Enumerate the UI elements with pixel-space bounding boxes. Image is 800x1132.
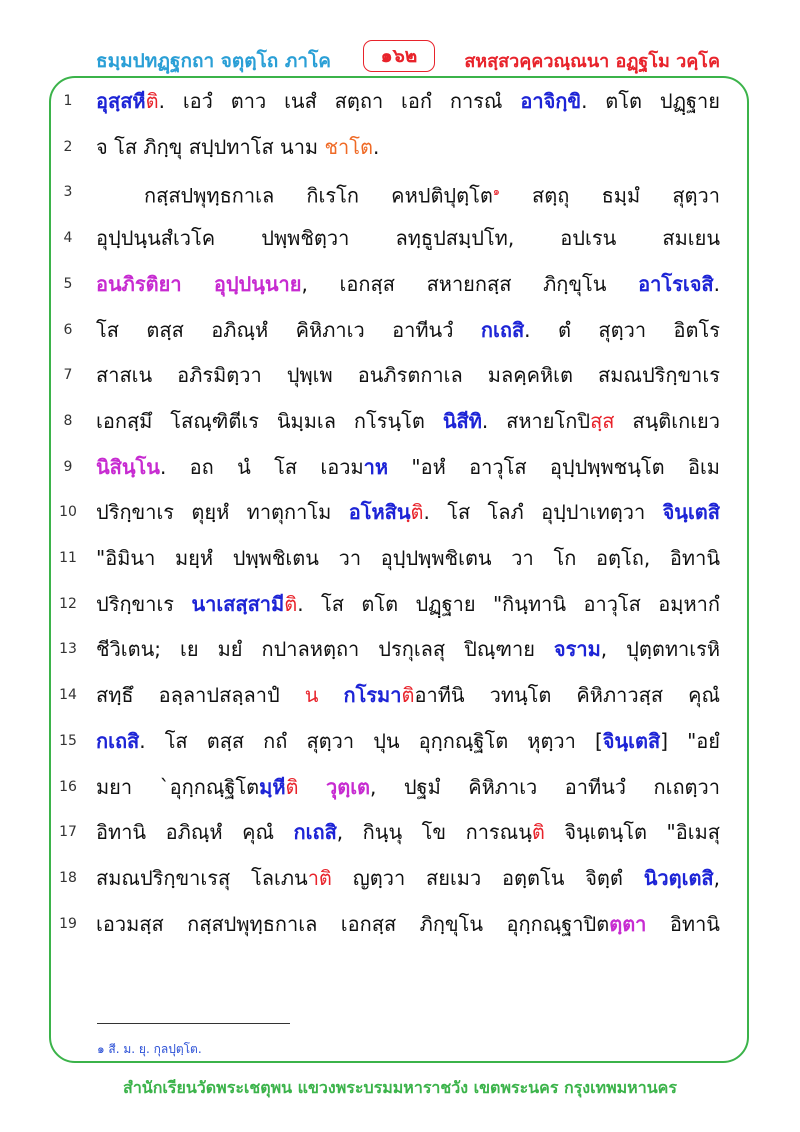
- text-line: [0, 491, 800, 537]
- text-segment: นาเสสฺสามี: [191, 591, 285, 616]
- page-number: ๑๖๒: [363, 40, 435, 72]
- page-header: [0, 40, 800, 80]
- line-number: 7: [63, 367, 73, 384]
- footnote: ๑ สี. ม. ยุ. กุลปุตฺโต.: [97, 1042, 202, 1056]
- line-number: 6: [63, 321, 73, 338]
- line-text: [96, 361, 720, 389]
- page-footer: สำนักเรียนวัดพระเชตุพน แขวงพระบรมมหาราชวัง เขตพระนคร กรุงเทพมหานคร: [123, 1078, 677, 1097]
- text-line: [0, 354, 800, 400]
- text-segment: โส ตสฺส อภิณฺหํ คิหิภาเว อาทีนวํ: [96, 317, 481, 342]
- text-line: [0, 628, 800, 674]
- text-segment: นิสินฺโน: [96, 454, 160, 479]
- text-segment: [299, 775, 326, 799]
- text-line: [0, 171, 800, 217]
- line-number: 18: [59, 869, 77, 886]
- footnote-rule: [97, 1023, 290, 1024]
- text-segment: . โส โลภํ อุปฺปาเทตฺวา: [423, 500, 663, 525]
- text-segment: , ปฐมํ คิหิภาเว อาทีนวํ กเถตฺวา: [370, 774, 720, 799]
- text-segment: น: [304, 683, 319, 708]
- line-text: [96, 910, 720, 938]
- text-segment: ติ: [145, 89, 159, 113]
- text-segment: . เอวํ ตาว เนสํ สตฺถา เอกํ การณํ: [158, 89, 521, 113]
- line-number: 9: [63, 458, 73, 475]
- text-line: [0, 217, 800, 263]
- text-segment: าห: [363, 454, 389, 479]
- text-segment: ตฺตา: [609, 911, 647, 936]
- text-segment: อิทานิ อภิณฺหํ คุณํ: [96, 820, 294, 845]
- text-segment: สนฺติเกเยว: [614, 408, 720, 433]
- line-text: [96, 773, 720, 801]
- text-segment: สมณปริกฺขาเรสุ โลเภน: [96, 865, 308, 890]
- text-segment: ติ: [284, 591, 298, 616]
- text-segment: มยา `อุกฺกณฺฐิโต: [96, 774, 260, 799]
- line-number: 17: [59, 824, 77, 841]
- text-segment: เอกสฺมึ โสณฺฑิตีเร นิมฺมเล กโรนฺโต: [96, 408, 443, 433]
- text-segment: , ปุตฺตทาเรหิ: [600, 637, 720, 662]
- line-number: 11: [59, 550, 77, 566]
- text-segment: กเถสิ: [96, 728, 140, 753]
- text-segment: กเถสิ: [480, 317, 525, 342]
- running-title-left: ธมฺมปทฏฺฐกถา จตุตฺโถ ภาโค: [96, 50, 332, 72]
- text-line: [0, 537, 800, 583]
- text-segment: ติ: [401, 683, 415, 708]
- line-text: [96, 407, 720, 435]
- text-line: [0, 446, 800, 492]
- text-segment: สทฺธึ อลฺลาปสลฺลาปํ: [96, 683, 305, 708]
- text-segment: อาจิกฺขิ: [520, 89, 582, 113]
- text-line: [0, 126, 800, 172]
- text-segment: "อิมินา มยฺหํ ปพฺพชิเตน วา อุปฺปพฺพชิเตน วา โก อตฺโถ, อิทานิ: [96, 546, 720, 570]
- text-segment: ,: [713, 865, 720, 890]
- text-segment: ปริกฺขาเร: [96, 591, 192, 616]
- line-text: [96, 818, 720, 846]
- text-segment: . อถ นํ โส เอวม: [159, 454, 364, 479]
- line-text: [96, 590, 720, 618]
- text-segment: อโหสิน: [348, 500, 411, 525]
- text-segment: . ตํ สุตฺวา อิตโร: [524, 317, 720, 342]
- line-number: 10: [59, 504, 77, 521]
- text-line: [0, 400, 800, 446]
- line-text: [96, 453, 720, 481]
- text-segment: กเถสิ: [293, 820, 337, 845]
- line-text: [96, 727, 720, 755]
- text-segment: อุปฺปนฺนสํเวโค ปพฺพชิตฺวา ลทฺธูปสมฺปโท, อปเรน สมเยน: [96, 226, 720, 251]
- text-segment: "อหํ อาวุโส อุปฺปพฺพชนฺโต อิเม: [388, 454, 720, 479]
- text-segment: ญตฺวา สยเมว อตฺตโน จิตฺตํ: [331, 865, 644, 890]
- text-segment: ] "อยํ: [660, 728, 720, 753]
- text-segment: .: [713, 271, 720, 296]
- line-text: [96, 316, 720, 344]
- line-text: [96, 270, 720, 298]
- line-number: 16: [59, 778, 77, 795]
- text-segment: ติ: [285, 774, 299, 799]
- text-segment: , กินฺนุ โข การณนฺ: [336, 820, 532, 845]
- line-number: 8: [63, 412, 73, 429]
- text-segment: มฺหี: [259, 774, 286, 799]
- line-number: 4: [63, 230, 73, 247]
- line-number: 19: [59, 915, 77, 932]
- text-segment: จินฺเตสิ: [602, 728, 661, 753]
- text-segment: เอวมสฺส กสฺสปพุทฺธกาเล เอกสฺส ภิกฺขุโน อุกฺกณฺฐาปิต: [96, 911, 610, 936]
- line-number: 12: [59, 595, 77, 612]
- text-segment: จินฺเตนฺโต "อิเมสุ: [544, 820, 720, 845]
- text-line: [0, 720, 800, 766]
- text-segment: กโรมา: [343, 683, 402, 708]
- text-segment: [318, 683, 343, 707]
- text-segment: าติ: [307, 865, 332, 890]
- line-number: 14: [59, 687, 77, 704]
- text-segment: อาทีนิ วทนฺโต คิหิภาวสฺส คุณํ: [414, 683, 720, 708]
- line-text: [96, 498, 720, 526]
- text-segment: ฺติ: [410, 500, 424, 525]
- line-text: [96, 635, 720, 663]
- line-text: [96, 224, 720, 252]
- text-segment: อุสฺสหี: [96, 89, 146, 113]
- text-segment: สฺส: [590, 408, 615, 433]
- text-line: [0, 80, 800, 126]
- text-segment: ชีวิเตน; เย มยํ กปาลหตฺถา ปรกุเลสุ ปิณฺฑาย: [96, 637, 554, 662]
- line-text: [96, 178, 720, 210]
- text-segment: จ โส ภิกฺขุ สปฺปทาโส นาม: [96, 134, 325, 159]
- line-number: 1: [63, 93, 73, 109]
- footnote-marker: ๑: [492, 185, 500, 199]
- text-segment: จราม: [553, 637, 601, 662]
- text-segment: . สหายโกปิ: [481, 408, 591, 433]
- line-text: [96, 133, 720, 161]
- text-segment: นิสีทิ: [442, 408, 482, 433]
- running-title-right: สหสฺสวคฺควณฺณนา อฏฺฐโม วคฺโค: [464, 51, 720, 72]
- text-segment: อนภิรติยา อุปฺปนฺนาย: [96, 271, 302, 296]
- line-number: 15: [59, 732, 77, 749]
- text-segment: ปริกฺขาเร ตุยฺหํ ทาตุกาโม: [96, 500, 349, 525]
- text-segment: สตฺถุ ธมฺมํ สุตฺวา: [499, 184, 720, 209]
- text-line: [0, 309, 800, 355]
- text-segment: จินฺเตสิ: [662, 500, 720, 525]
- text-segment: , เอกสฺส สหายกสฺส ภิกฺขุโน: [301, 271, 639, 296]
- text-segment: .: [373, 134, 380, 159]
- line-number: 5: [63, 275, 73, 292]
- text-segment: นิวตฺเตสิ: [643, 865, 714, 890]
- text-segment: ชาโต: [324, 134, 374, 159]
- line-text: [96, 681, 720, 709]
- text-line: [0, 674, 800, 720]
- text-segment: . โส ตโต ปฏฺฐาย "กินฺทานิ อาวุโส อมฺหากํ: [297, 591, 720, 616]
- text-line: [0, 857, 800, 903]
- text-segment: . โส ตสฺส กถํ สุตฺวา ปุน อุกฺกณฺฐิโต หุตฺวา [: [139, 728, 603, 753]
- text-line: [0, 811, 800, 857]
- line-text: [96, 864, 720, 892]
- text-line: [0, 903, 800, 949]
- text-segment: สาสเน อภิรมิตฺวา ปุพฺเพ อนภิรตกาเล มลคฺคหิเต สมณปริกฺขาเร: [96, 363, 720, 388]
- text-line: [0, 766, 800, 812]
- line-text: [96, 544, 720, 572]
- text-line: [0, 583, 800, 629]
- text-segment: ติ: [531, 820, 545, 845]
- line-number: 13: [59, 641, 77, 658]
- text-segment: กสฺสปพุทฺธกาเล กิเรโก คหปติปุตฺโต: [144, 184, 493, 209]
- text-segment: อาโรเจสิ: [638, 271, 714, 296]
- text-line: [0, 263, 800, 309]
- line-text: [96, 87, 720, 115]
- line-number: 2: [63, 138, 73, 155]
- line-number: 3: [63, 184, 73, 201]
- text-segment: วุตฺเต: [325, 774, 371, 799]
- text-segment: อิทานิ: [646, 911, 720, 936]
- text-segment: . ตโต ปฏฺฐาย: [581, 89, 720, 113]
